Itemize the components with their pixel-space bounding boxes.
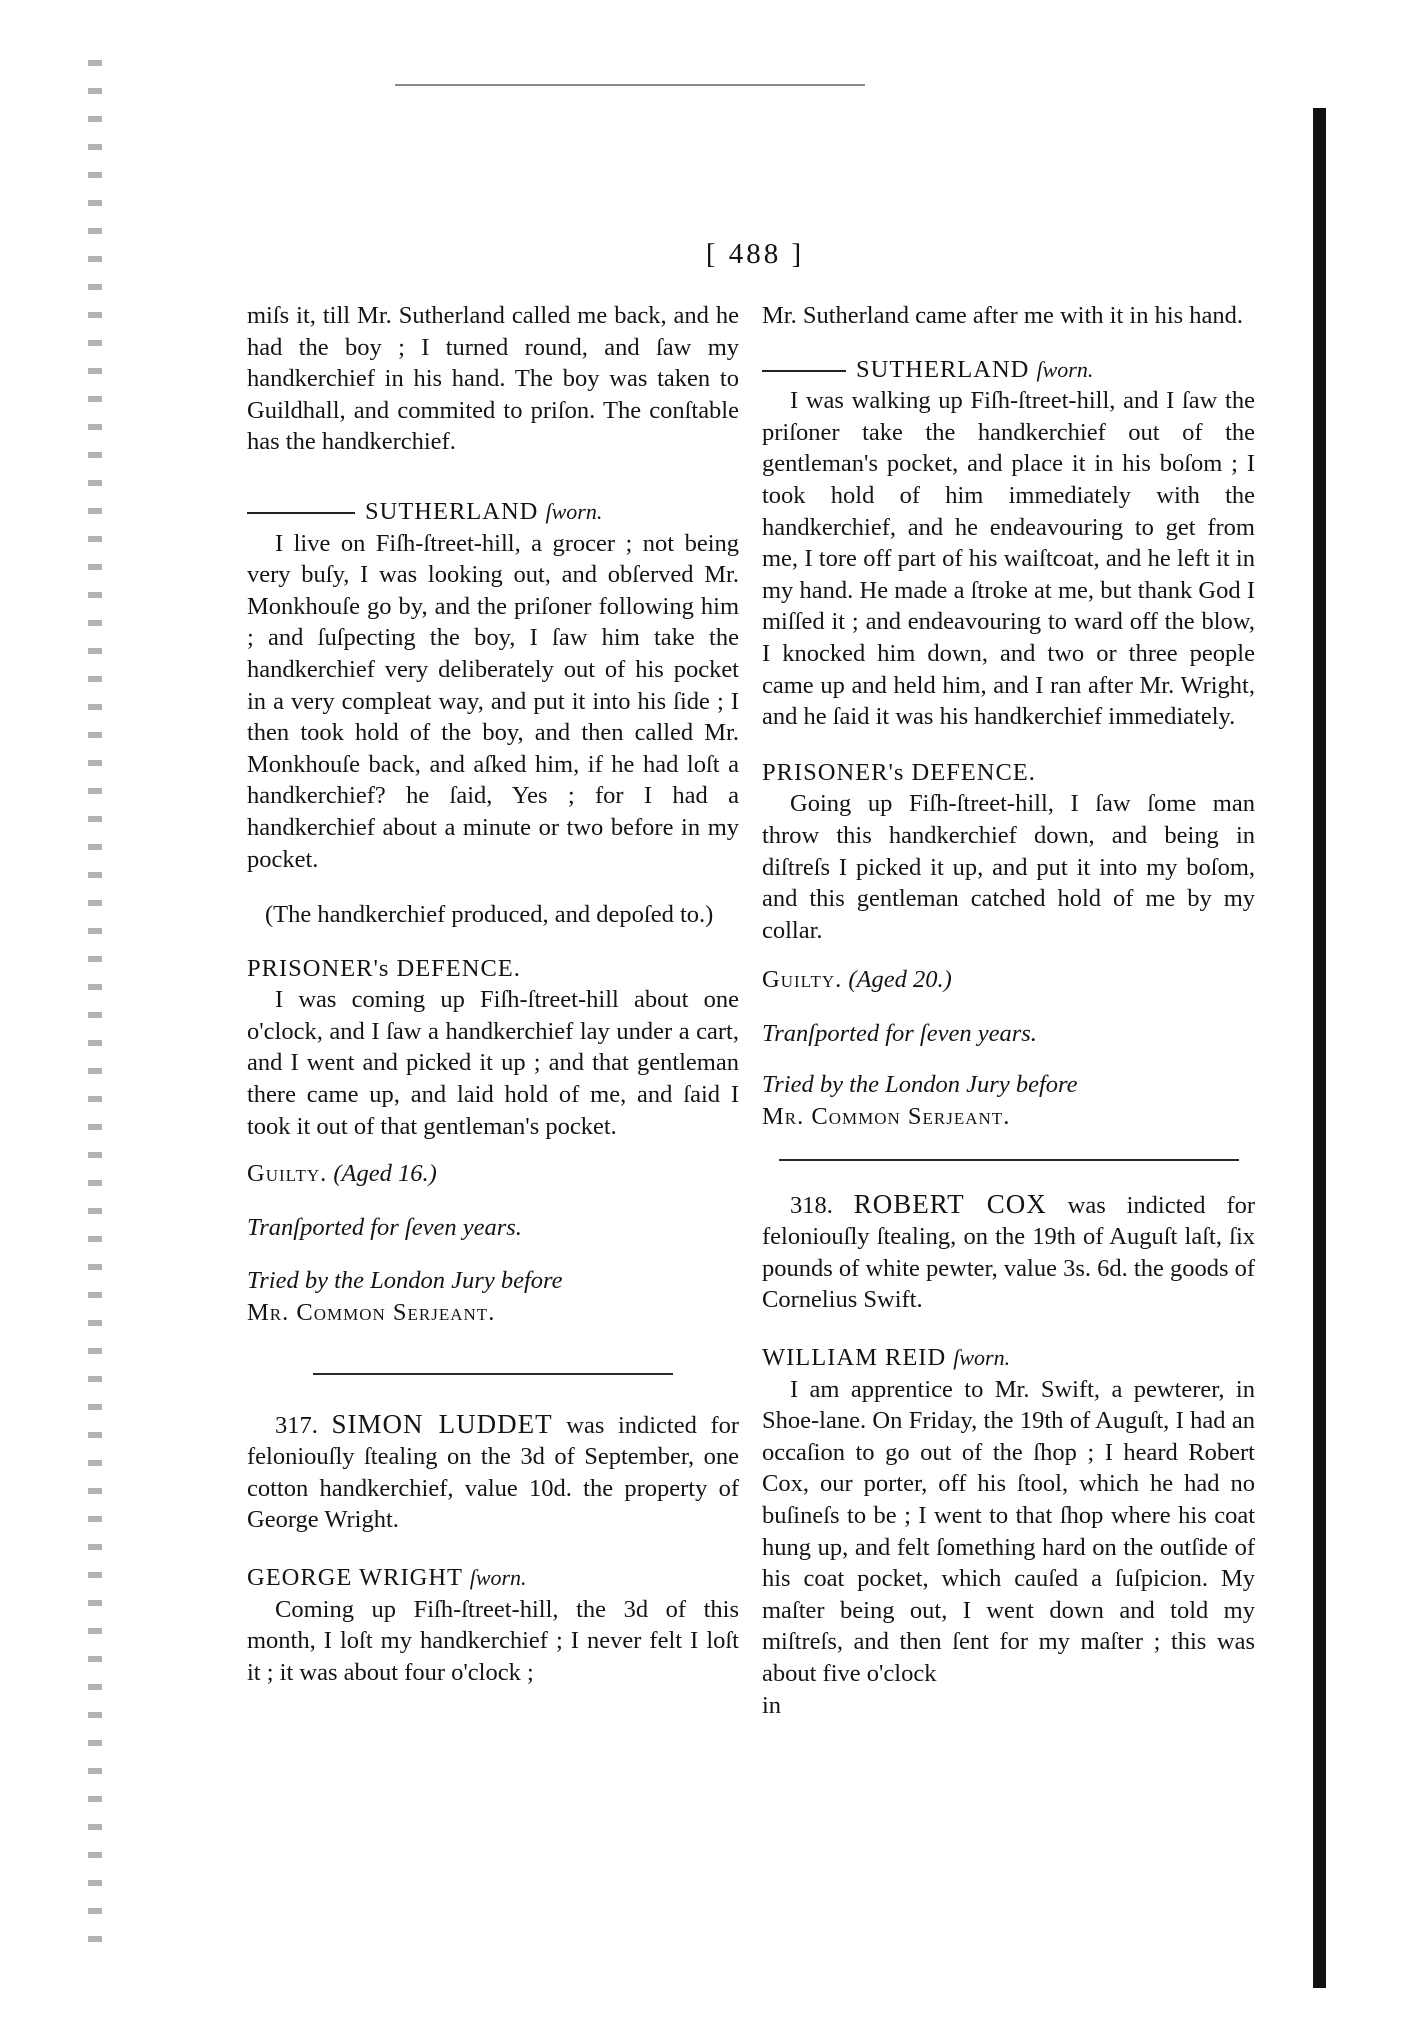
verdict-word: Guilty. xyxy=(762,966,843,994)
left-tried-line-2: Mr. Common Serjeant. xyxy=(247,1299,496,1327)
defendant-name: ROBERT COX xyxy=(853,1188,1047,1219)
left-verdict xyxy=(247,1158,739,1190)
left-tried-line-1: Tried by the London Jury before xyxy=(247,1267,563,1295)
left-section-divider xyxy=(313,1373,673,1375)
witness-name: SUTHERLAND xyxy=(856,355,1030,383)
witness-name: SUTHERLAND xyxy=(365,497,539,525)
left-paragraph-1: miſs it, till Mr. Sutherland called me back, and he had the boy ; I turned round, and ſaw my handkerchief in his hand. The boy was taken to Guildhall, and commited to priſon. The conſtable has the handkerchief. xyxy=(247,302,739,456)
catchword: in xyxy=(762,1691,782,1719)
left-paragraph-4: Coming up Fiſh-ſtreet-hill, the 3d of this month, I loſt my handkerchief ; I never felt I loſt it ; it was about four o'clock ; xyxy=(247,1595,739,1686)
case-number: 318. xyxy=(790,1191,833,1219)
right-paragraph-4: I am apprentice to Mr. Swift, a pewterer, in Shoe-lane. On Friday, the 19th of Auguſt, I had an occaſion to go out of the ſhop ; I heard Robert Cox, our porter, off his ſtool, which he had no buſineſs to be ; I went to that ſhop where his coat hung up, and felt ſomething hard on the outſide of his coat pocket, which cauſed a ſuſpicion. My maſter being out, I went down and told my miſtreſs, and then ſent for my maſter ; this was about five o'clock xyxy=(762,1375,1255,1687)
verdict-age: (Aged 20.) xyxy=(848,966,952,994)
case-number: 317. xyxy=(275,1411,318,1439)
sworn-label: ſworn. xyxy=(469,1565,527,1590)
indictment-text: was indicted for feloniouſly ſtealing, on the 19th of Auguſt laſt, ſix pounds of white pewter, value 3s. 6d. the goods of Cornelius Swift. xyxy=(762,1191,1256,1314)
defendant-name: SIMON LUDDET xyxy=(331,1408,553,1439)
left-paragraph-3: I was coming up Fiſh-ſtreet-hill about one o'clock, and I ſaw a handkerchief lay under a cart, and I went and picked it up ; and that gentleman there came up, and laid hold of me, and ſaid I took it out of that gentleman's pocket. xyxy=(247,986,739,1140)
case-317-indictment xyxy=(247,1409,739,1536)
verdict-age: (Aged 16.) xyxy=(333,1160,437,1188)
left-witness-heading-1 xyxy=(247,496,739,528)
right-paragraph-3: Going up Fiſh-ſtreet-hill, I ſaw ſome man throw this handkerchief down, and being in diſtreſs I picked it up, and put it into my boſom, and this gentleman catched hold of me by my collar. xyxy=(762,790,1255,944)
case-318-indictment xyxy=(762,1189,1255,1316)
scan-edge-right xyxy=(1313,108,1326,1988)
right-paragraph-1: Mr. Sutherland came after me with it in his hand. xyxy=(762,302,1244,329)
page-number: [ 488 ] xyxy=(705,238,805,270)
right-verdict xyxy=(762,964,1255,996)
right-tried-line-1: Tried by the London Jury before xyxy=(762,1071,1078,1099)
left-witness-heading-2 xyxy=(247,1562,739,1594)
left-sentence: Tranſported for ſeven years. xyxy=(247,1213,522,1241)
handkerchief-produced-note: (The handkerchief produced, and depoſed to.) xyxy=(265,901,714,929)
sworn-label: ſworn. xyxy=(545,498,603,524)
witness-name: GEORGE WRIGHT xyxy=(247,1564,463,1591)
sworn-label: ſworn. xyxy=(953,1345,1011,1371)
verdict-word: Guilty. xyxy=(247,1160,328,1188)
right-defence-heading: PRISONER's DEFENCE. xyxy=(762,758,1036,786)
witness-name: WILLIAM REID xyxy=(762,1344,947,1372)
right-witness-heading-2 xyxy=(762,1342,1255,1374)
right-paragraph-2: I was walking up Fiſh-ſtreet-hill, and I ſaw the priſoner take the handkerchief out of the gentleman's pocket, and place it in his boſom ; I took hold of him immediately with the handkerchief, and he endeavouring to get from me, I tore off part of his waiſtcoat, and he left it in my hand. He made a ſtroke at me, but thank God I miſſed it ; and endeavouring to ward off the blow, I knocked him down, and two or three people came up and held him, and I ran after Mr. Wright, and he ſaid it was his handkerchief immediately. xyxy=(762,387,1255,731)
sworn-label: ſworn. xyxy=(1036,356,1094,382)
indictment-text: was indicted for feloniouſly ſtealing on the 3d of September, one cotton handkerchief, value 10d. the property of George Wright. xyxy=(247,1411,740,1534)
left-column xyxy=(247,300,739,1688)
right-column xyxy=(762,300,1255,1721)
right-sentence: Tranſported for ſeven years. xyxy=(762,1019,1037,1047)
right-tried-line-2: Mr. Common Serjeant. xyxy=(762,1103,1011,1131)
left-paragraph-2: I live on Fiſh-ſtreet-hill, a grocer ; not being very buſy, I was looking out, and obſerved Mr. Monkhouſe go by, and the priſoner following him ; and ſuſpecting the boy, I ſaw him take the handkerchief very deliberately out of his pocket in a very compleat way, and put it into his ſide ; I then took hold of the boy, and then called Mr. Monkhouſe back, and aſked him, if he had loſt a handkerchief? he ſaid, Yes ; for I had a handkerchief about a minute or two before in my pocket. xyxy=(247,529,739,873)
right-section-divider xyxy=(779,1159,1239,1161)
right-witness-heading-1 xyxy=(762,354,1255,386)
left-defence-heading: PRISONER's DEFENCE. xyxy=(247,954,521,982)
scan-top-line xyxy=(395,84,865,86)
scan-edge-left xyxy=(88,60,102,1960)
